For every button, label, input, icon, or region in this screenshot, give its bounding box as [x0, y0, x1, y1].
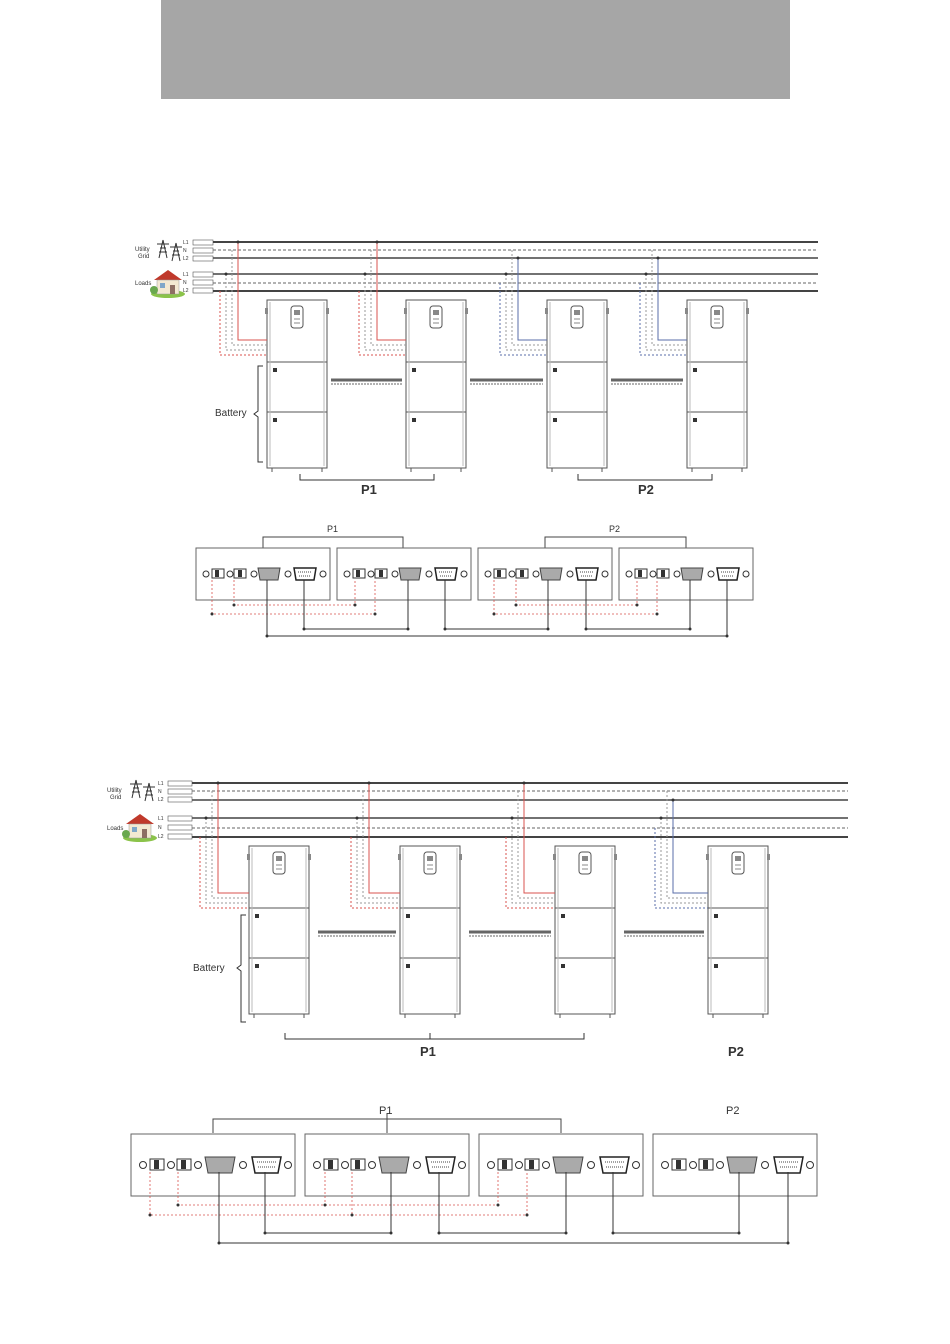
port-panel-1: [196, 548, 330, 600]
utility-grid-label-1b: Utility: [107, 788, 122, 794]
load-line-l2-label: L2: [183, 288, 189, 294]
group-label-p1-b: P1: [420, 1044, 436, 1059]
port-panel-4: [619, 548, 753, 600]
port-panel-b3: [479, 1134, 643, 1196]
port-panel-b2: [305, 1134, 469, 1196]
inverter-unit-b2: [398, 846, 462, 1018]
port-group-label-p2: P2: [609, 524, 621, 534]
inverter-unit-4: [685, 300, 749, 472]
load-line-l2-label-b: L2: [158, 834, 164, 840]
battery-label-2: Battery: [193, 963, 225, 974]
port-group-label-p2-b: P2: [726, 1105, 740, 1117]
grid-line-l1-label: L1: [183, 240, 189, 246]
inverter-unit-b1: [247, 846, 311, 1018]
port-panel-3: [478, 548, 612, 600]
port-panel-b1: [131, 1134, 295, 1196]
port-wiring-2: [131, 1105, 817, 1245]
group-label-p1: P1: [361, 482, 377, 497]
inverter-unit-b4: [706, 846, 770, 1018]
grid-line-l2-label: L2: [183, 256, 189, 262]
utility-grid-label-2b: Grid: [110, 795, 122, 801]
grid-line-l1-label-b: L1: [158, 781, 164, 787]
load-line-l1-label: L1: [183, 272, 189, 278]
utility-grid-label-2: Grid: [138, 254, 150, 260]
inverter-unit-b3: [553, 846, 617, 1018]
grid-line-l2-label-b: L2: [158, 797, 164, 803]
loads-label-b: Loads: [107, 826, 124, 832]
diagram-2: [107, 780, 848, 1059]
inverter-unit-2: [404, 300, 468, 472]
utility-grid-label-1: Utility: [135, 247, 150, 253]
load-line-n-label: N: [183, 280, 187, 286]
port-wiring-1: [196, 524, 753, 638]
grid-line-n-label: N: [183, 248, 187, 254]
load-line-l1-label-b: L1: [158, 816, 164, 822]
port-panel-2: [337, 548, 471, 600]
loads-label: Loads: [135, 281, 152, 287]
port-group-label-p1: P1: [327, 524, 339, 534]
port-group-label-p1-b: P1: [379, 1105, 393, 1117]
group-label-p2: P2: [638, 482, 654, 497]
grid-line-n-label-b: N: [158, 789, 162, 795]
group-label-p2-b: P2: [728, 1044, 744, 1059]
bus-lines-1: [213, 242, 818, 291]
inverter-unit-3: [545, 300, 609, 472]
load-line-n-label-b: N: [158, 825, 162, 831]
diagram-1: [135, 240, 818, 497]
bus-lines-2: [192, 783, 848, 837]
inverter-unit-1: [265, 300, 329, 472]
battery-label-1: Battery: [215, 408, 247, 419]
port-panel-b4: [653, 1134, 817, 1196]
